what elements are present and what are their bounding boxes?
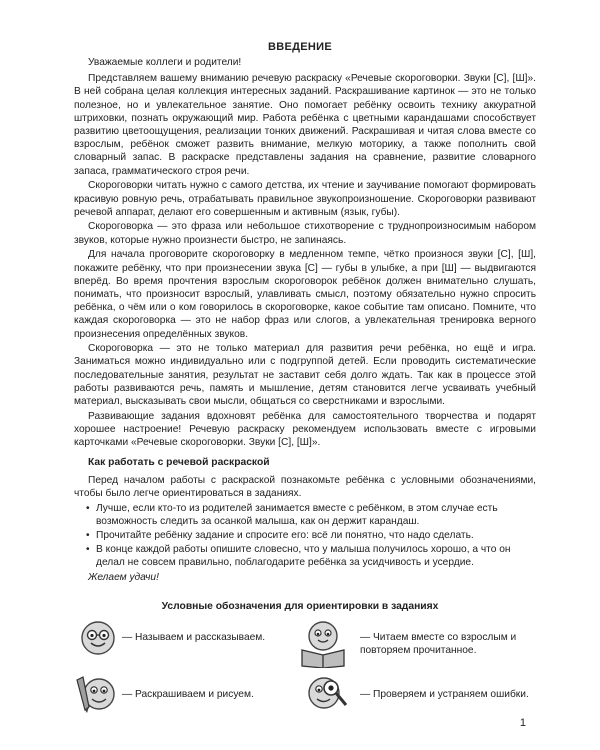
bullet: • xyxy=(86,529,90,541)
legend-heading: Условные обозначения для ориентировки в заданиях xyxy=(161,601,439,612)
paragraph: Для начала проговорите скороговорку в медленном темпе, чётко произнося звуки [С], [Ш], покажите ребёнку, что при произнесении звука [С] — губы в улыбке, а при [Ш] — выдвигаются вперёд. Во время прочтения взрослым скороговорок ребёнок должен внимательно слушать, понимать, что произносит взрослый, улавливать смысл, поэтому обязательно нужно спросить ребёнка, о чём или о ком говорилось в скороговорке, какое событие там описано. Помните, что каждая скороговорка — это не набор фраз или слогов, а увлекательная тренировка верного произнесения определённых звуков. xyxy=(74,249,536,340)
list-item xyxy=(74,529,536,542)
legend-label: — Проверяем и устраняем ошибки. xyxy=(360,689,529,700)
list-item-text: Лучше, если кто-то из родителей занимается вместе с ребёнком, в этом случае есть возможность следить за осанкой малыша, как он держит карандаш. xyxy=(96,502,498,527)
legend-label: — Называем и рассказываем. xyxy=(122,632,266,643)
introduction-body xyxy=(74,56,536,585)
paragraph: Скороговорка — это не только материал для развития речи ребёнка, но ещё и игра. Заниматься можно индивидуально или с подгруппой детей. Если проводить систематические последовательные занятия, результат не заставит себя долго ждать. Так как в процессе этой работы развиваются речь, память и мышление, детям становится легче усваивать учебный материал, высказывать свои мысли, общаться со сверстниками и взрослыми. xyxy=(74,343,536,408)
paragraph: Развивающие задания вдохновят ребёнка для самостоятельного творчества и подарят хорошее настроение! Речевую раскраску рекомендуем использовать вместе с игровыми карточками «Речевые скороговорки. Звуки [С], [Ш]». xyxy=(74,410,536,449)
paragraph: Скороговорка — это фраза или небольшое стихотворение с труднопроизносимым набором звуков, которые нужно произнести быстро, не запинаясь. xyxy=(74,221,536,246)
smiley-reading-book-icon xyxy=(298,620,348,673)
smiley-glasses-icon xyxy=(80,620,116,661)
howto-heading: Как работать с речевой раскраской xyxy=(88,457,270,469)
paragraph: Скороговорки читать нужно с самого детства, их чтение и заучивание помогают формировать красивую ровную речь, отрабатывать правильное звукопроизношение. Скороговорки развивают речевой аппарат, делают его совершенным и активным (язык, губы). xyxy=(74,180,536,218)
bullet: • xyxy=(86,502,90,514)
howto-intro: Перед началом работы с раскраской познакомьте ребёнка с условными обозначениями, чтобы было легче ориентироваться в заданиях. xyxy=(74,474,536,499)
howto-list xyxy=(74,502,536,570)
list-item xyxy=(74,543,536,569)
smiley-pencil-icon xyxy=(74,674,118,719)
list-item-text: Прочитайте ребёнку задание и спросите его: всё ли понятно, что надо сделать. xyxy=(96,529,474,541)
legend-label: — Раскрашиваем и рисуем. xyxy=(122,689,254,700)
page-number: 1 xyxy=(519,717,526,729)
list-item xyxy=(74,502,536,528)
wish-text: Желаем удачи! xyxy=(88,571,159,583)
legend-label: — Читаем вместе со взрослым и повторяем прочитанное. xyxy=(360,632,517,656)
list-item-text: В конце каждой работы опишите словесно, что у малыша получилось хорошо, а что он делал не совсем правильно, поблагодарите ребёнка за усидчивость и усердие. xyxy=(96,544,511,569)
smiley-magnifier-icon xyxy=(300,672,350,719)
greeting: Уважаемые коллеги и родители! xyxy=(88,57,242,68)
page-title: ВВЕДЕНИЕ xyxy=(268,41,332,53)
paragraph: Представляем вашему вниманию речевую раскраску «Речевые скороговорки. Звуки [С], [Ш]». В ней собрана целая коллекция интересных заданий. Раскрашивание картинок — это не только полезное, но и увлекательное занятие. Оно помогает ребёнку освоить технику аккуратной штриховки, познать окружающий мир. Работа ребёнка с цветными карандашами способствует развитию цветоощущения, реализации тонких движений. Раскрашивая и читая слова вместе со взрослым, ребёнок сможет развить внимание, мелкую моторику, а также пополнить свой словарный запас. В раскраске представлены задания на сравнение, развитие словарного запаса, грамматического строя речи. xyxy=(74,73,536,177)
bullet: • xyxy=(86,544,90,556)
